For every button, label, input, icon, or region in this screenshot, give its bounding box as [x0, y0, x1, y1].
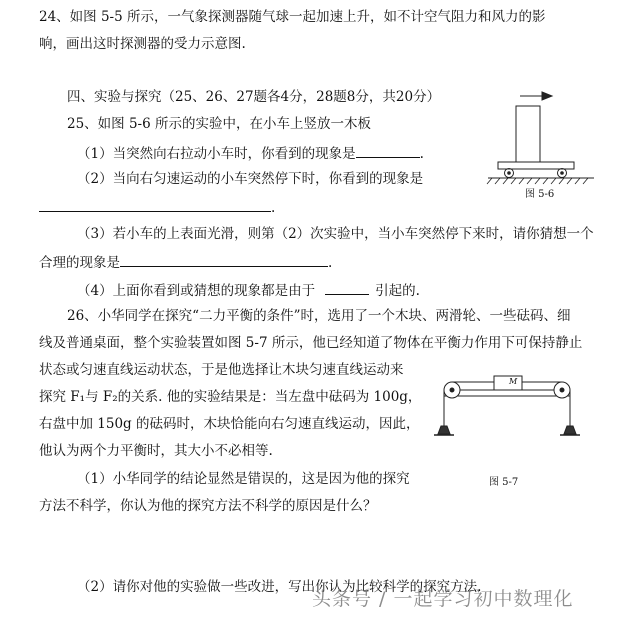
- q25-part3-blank[interactable]: [120, 252, 328, 267]
- q26-line6: 他认为两个力平衡时，其大小不必相等.: [39, 443, 273, 459]
- q25-part1: [77, 143, 424, 163]
- q24-line1: 24、如图 5-5 所示，一气象探测器随气球一起加速上升，如不计空气阻力和风力的影: [39, 9, 546, 25]
- wooden-board: [516, 106, 540, 162]
- q24-line2: 响，画出这时探测器的受力示意图.: [39, 36, 246, 52]
- q25-part2-end: .: [271, 200, 276, 216]
- q25-part1-blank[interactable]: [356, 143, 420, 158]
- table-top: [444, 390, 570, 396]
- q26-line2: 线及普通桌面，整个实验装置如图 5-7 所示，他已经知道了物体在平衡力作用下可保持静止: [39, 335, 583, 351]
- q25-part2: （2）当向右匀速运动的小车突然停下时，你看到的现象是: [77, 171, 424, 187]
- q25-part4-blank[interactable]: [325, 280, 369, 295]
- q26-line4: 探究 F₁与 F₂的关系. 他的实验结果是：当左盘中砝码为 100g，: [39, 389, 422, 405]
- left-weight: [438, 426, 450, 434]
- pull-arrow-head: [542, 92, 552, 100]
- q25-part2-blank[interactable]: [39, 197, 271, 212]
- q26-line5: 右盘中加 150g 的砝码时，木块恰能向右匀速直线运动，因此，: [39, 416, 420, 432]
- q25-part4: [77, 280, 420, 300]
- cart-body: [498, 162, 574, 169]
- q25-part1-text: （1）当突然向右拉动小车时，你看到的现象是: [77, 146, 356, 162]
- q25-part1-end: .: [419, 146, 424, 162]
- q25-part3-line2: [39, 252, 332, 272]
- q25-part4-text-b: 引起的.: [375, 283, 420, 299]
- q26-sub2: （2）请你对他的实验做一些改进，写出你认为比较科学的探究方法.: [77, 579, 482, 595]
- q25-part3-line1: （3）若小车的上表面光滑，则第（2）次实验中，当小车突然停下来时，请你猜想一个: [77, 226, 594, 242]
- q25-part2-answer: [39, 197, 275, 217]
- q25-part3-end: .: [328, 255, 333, 271]
- q25-part4-text-a: （4）上面你看到或猜想的现象都是由于: [77, 283, 316, 299]
- q25-part3-text: 合理的现象是: [39, 255, 120, 271]
- ground-hatch: [487, 178, 588, 184]
- figure-5-7: [432, 368, 582, 458]
- q26-sub1-line1: （1）小华同学的结论显然是错误的，这是因为他的探究: [77, 471, 410, 487]
- q25-intro: 25、如图 5-6 所示的实验中，在小车上竖放一木板: [67, 116, 371, 132]
- figure-5-6-label: 图 5-6: [525, 189, 555, 200]
- q26-sub1-line2: 方法不科学，你认为他的探究方法不科学的原因是什么？: [39, 498, 377, 514]
- q26-line1: 26、小华同学在探究“二力平衡的条件”时，选用了一个木块、两滑轮、一些砝码、细: [67, 308, 571, 324]
- figure-5-7-label: 图 5-7: [489, 477, 519, 488]
- right-weight: [564, 426, 576, 434]
- block-label: M: [509, 377, 518, 386]
- q26-line3: 状态或匀速直线运动状态，于是他选择让木块匀速直线运动来: [39, 362, 404, 378]
- watermark: 头条号 / 一起学习初中数理化: [312, 588, 574, 610]
- section4-heading: 四、实验与探究（25、26、27题各4分，28题8分，共20分）: [67, 89, 441, 105]
- wood-block: [494, 376, 522, 390]
- figure-5-6: [482, 86, 602, 201]
